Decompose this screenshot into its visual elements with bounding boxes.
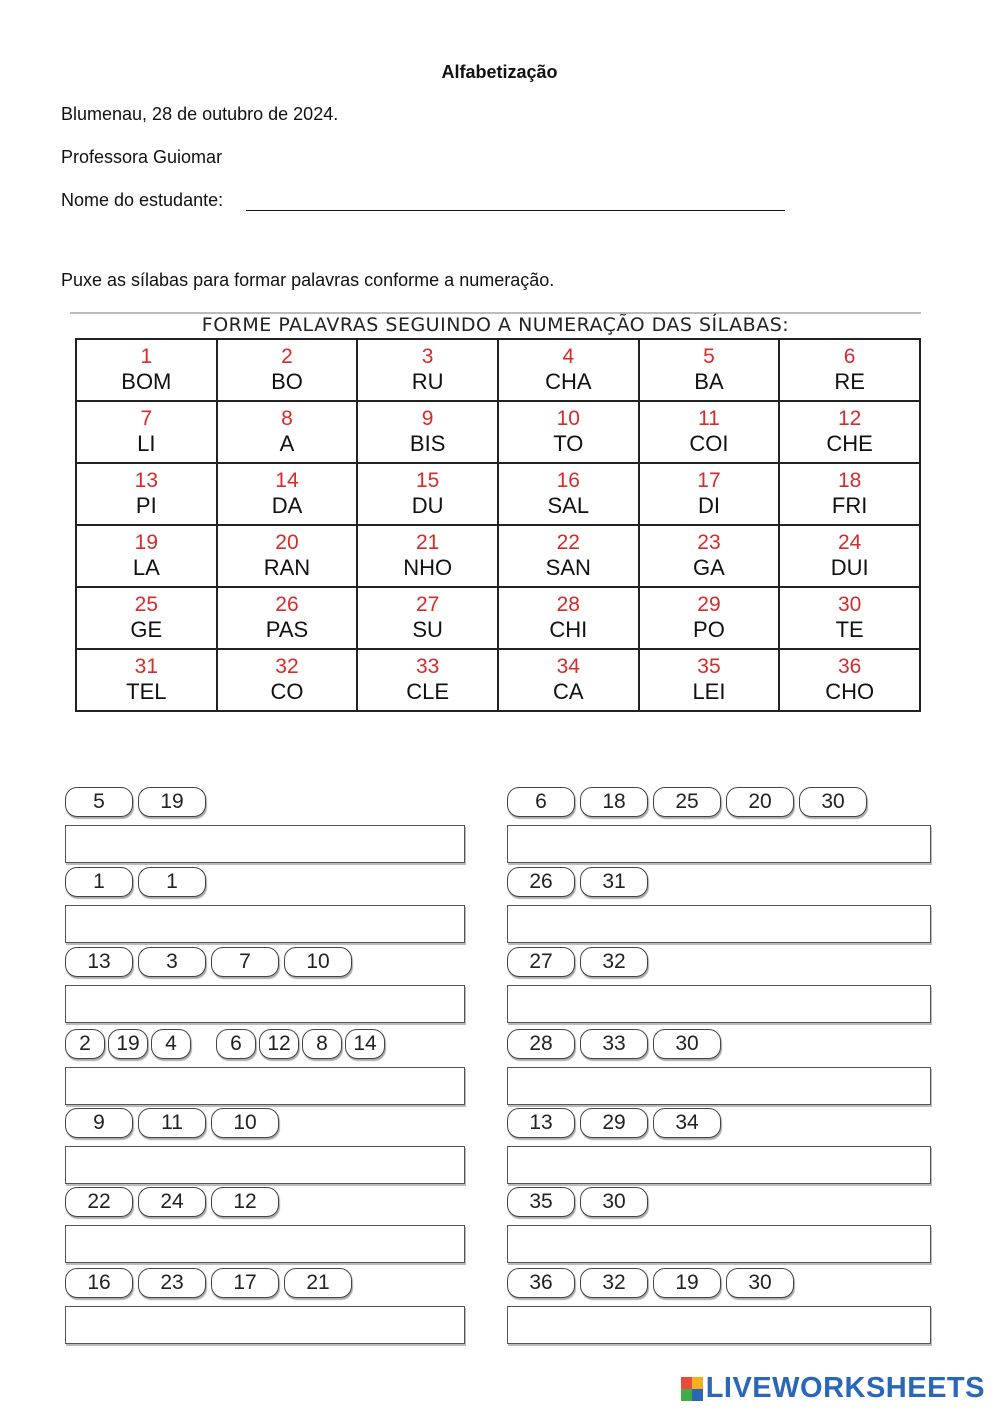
syllable-cell: [76, 525, 217, 587]
syllable-grid-row: [76, 525, 920, 587]
syllable-cell: [639, 649, 780, 711]
syllable-cell: [357, 525, 498, 587]
syllable-number-chip: 25: [653, 787, 721, 817]
syllable-number: 2: [281, 345, 293, 368]
syllable-text[interactable]: COI: [689, 431, 729, 456]
word-task: [65, 1029, 465, 1109]
answer-drop-box[interactable]: [507, 905, 931, 943]
syllable-cell: [639, 525, 780, 587]
syllable-number-chip: 13: [507, 1108, 575, 1138]
syllable-text[interactable]: GA: [693, 555, 725, 580]
syllable-cell: [779, 339, 920, 401]
syllable-grid-row: [76, 339, 920, 401]
syllable-number-chip: 30: [580, 1187, 648, 1217]
answer-drop-box[interactable]: [65, 825, 465, 863]
syllable-number-chip: 19: [108, 1029, 148, 1059]
answer-drop-box[interactable]: [65, 1146, 465, 1184]
syllable-text[interactable]: LA: [132, 555, 160, 580]
syllable-text[interactable]: RU: [411, 369, 444, 394]
syllable-number-chip: 10: [284, 947, 352, 977]
syllable-text[interactable]: CO: [270, 679, 304, 704]
syllable-number-sequence: [65, 1268, 357, 1302]
syllable-number-chip: 17: [211, 1268, 279, 1298]
syllable-number: 33: [415, 655, 440, 678]
teacher-line: Professora Guiomar: [61, 147, 223, 167]
syllable-cell: [217, 649, 358, 711]
syllable-cell: [217, 525, 358, 587]
syllable-number: 24: [837, 531, 862, 554]
syllable-number-chip: 30: [726, 1268, 794, 1298]
syllable-grid-heading: FORME PALAVRAS SEGUINDO A NUMERAÇÃO DAS SÍLABAS:: [201, 314, 790, 336]
syllable-text[interactable]: SU: [412, 617, 443, 642]
syllable-cell: [76, 339, 217, 401]
answer-drop-box[interactable]: [65, 985, 465, 1023]
syllable-number: 8: [281, 407, 293, 430]
syllable-text[interactable]: CLE: [406, 679, 450, 704]
syllable-text[interactable]: BOM: [121, 369, 172, 394]
syllable-cell: [76, 463, 217, 525]
syllable-cell: [498, 401, 639, 463]
syllable-number-chip: 5: [65, 787, 133, 817]
syllable-number: 15: [415, 469, 440, 492]
syllable-number-chip: 36: [507, 1268, 575, 1298]
liveworksheets-logo-text: LIVEWORKSHEETS: [705, 1372, 985, 1404]
syllable-text[interactable]: CHI: [549, 617, 588, 642]
syllable-number: 13: [134, 469, 158, 492]
syllable-text[interactable]: SAN: [545, 555, 591, 580]
syllable-number-chip: 24: [138, 1187, 206, 1217]
syllable-number-chip: 32: [580, 947, 648, 977]
word-task: [65, 1108, 465, 1188]
syllable-number: 32: [275, 655, 299, 678]
syllable-text[interactable]: BO: [271, 369, 303, 394]
syllable-number-sequence: [65, 787, 211, 821]
syllable-grid-row: [76, 587, 920, 649]
logo-square: [681, 1377, 692, 1389]
liveworksheets-logo: [681, 1372, 985, 1405]
syllable-number: 30: [837, 593, 862, 616]
syllable-number: 25: [134, 593, 158, 616]
syllable-text[interactable]: CA: [553, 679, 584, 704]
syllable-number: 11: [698, 407, 720, 430]
syllable-cell: [779, 587, 920, 649]
word-task: [507, 1108, 931, 1188]
syllable-number-chip: 4: [151, 1029, 191, 1059]
syllable-cell: [357, 339, 498, 401]
syllable-number-chip: 11: [138, 1108, 206, 1138]
syllable-text[interactable]: CHE: [826, 431, 873, 456]
syllable-number-chip: 13: [65, 947, 133, 977]
syllable-number: 27: [415, 593, 440, 616]
syllable-text[interactable]: LI: [137, 431, 156, 456]
syllable-number: 6: [843, 345, 856, 368]
syllable-number: 19: [134, 531, 158, 554]
syllable-number-chip: 8: [302, 1029, 342, 1059]
word-task: [65, 1268, 465, 1348]
syllable-grid: [75, 338, 921, 712]
syllable-number-sequence: [65, 1108, 284, 1142]
word-task: [65, 787, 465, 867]
syllable-number-chip: 22: [65, 1187, 133, 1217]
syllable-text[interactable]: CHO: [825, 679, 875, 704]
word-task: [507, 1029, 931, 1109]
syllable-grid-row: [76, 401, 920, 463]
syllable-number-chip: 34: [653, 1108, 721, 1138]
syllable-text[interactable]: DI: [697, 493, 720, 518]
answer-drop-box[interactable]: [507, 985, 931, 1023]
syllable-cell: [498, 463, 639, 525]
syllable-number: 18: [837, 469, 862, 492]
syllable-number-chip: 6: [507, 787, 575, 817]
syllable-cell: [217, 401, 358, 463]
syllable-cell: [357, 463, 498, 525]
word-task: [65, 867, 465, 947]
syllable-number-sequence: [65, 947, 357, 981]
syllable-number: 21: [415, 531, 440, 554]
syllable-text[interactable]: PO: [693, 617, 725, 642]
syllable-number-chip: 35: [507, 1187, 575, 1217]
syllable-number-chip: 19: [138, 787, 206, 817]
syllable-number-chip: 23: [138, 1268, 206, 1298]
syllable-text[interactable]: LEI: [692, 679, 726, 704]
word-task: [507, 867, 931, 947]
syllable-number-chip: 2: [65, 1029, 105, 1059]
logo-square: [681, 1389, 692, 1401]
syllable-number-chip: 10: [211, 1108, 279, 1138]
syllable-text[interactable]: BA: [694, 369, 724, 394]
syllable-cell: [779, 649, 920, 711]
answer-drop-box[interactable]: [65, 1067, 465, 1105]
syllable-text[interactable]: A: [279, 431, 295, 456]
answer-drop-box[interactable]: [507, 1067, 931, 1105]
syllable-text[interactable]: GE: [130, 617, 163, 642]
syllable-number-sequence: [65, 867, 211, 901]
syllable-number-chip: 16: [65, 1268, 133, 1298]
syllable-text[interactable]: RE: [834, 369, 865, 394]
syllable-number: 35: [697, 655, 721, 678]
syllable-cell: [76, 587, 217, 649]
syllable-number: 22: [556, 531, 580, 554]
syllable-number: 14: [275, 469, 299, 492]
syllable-number: 1: [140, 345, 153, 368]
syllable-number-chip: 19: [653, 1268, 721, 1298]
syllable-cell: [639, 587, 780, 649]
syllable-number: 23: [697, 531, 721, 554]
answer-drop-box[interactable]: [507, 1146, 931, 1184]
student-name-label: Nome do estudante:: [61, 190, 224, 210]
syllable-number: 9: [421, 407, 434, 430]
syllable-text[interactable]: CHA: [545, 369, 592, 394]
syllable-text[interactable]: PI: [135, 493, 157, 518]
syllable-number-chip: 28: [507, 1029, 575, 1059]
syllable-cell: [217, 463, 358, 525]
syllable-number: 26: [275, 593, 299, 616]
syllable-number-chip: 1: [65, 867, 133, 897]
syllable-number-chip: 9: [65, 1108, 133, 1138]
syllable-cell: [639, 401, 780, 463]
syllable-cell: [217, 339, 358, 401]
syllable-text[interactable]: DUI: [830, 555, 869, 580]
syllable-cell: [779, 401, 920, 463]
syllable-number-chip: 30: [653, 1029, 721, 1059]
syllable-number-chip: 14: [345, 1029, 385, 1059]
word-task: [507, 1268, 931, 1348]
word-task: [507, 787, 931, 867]
syllable-number: 17: [697, 469, 721, 492]
syllable-number-chip: 29: [580, 1108, 648, 1138]
syllable-cell: [357, 649, 498, 711]
answer-drop-box[interactable]: [507, 1306, 931, 1344]
answer-drop-box[interactable]: [507, 1225, 931, 1263]
syllable-number-chip: 33: [580, 1029, 648, 1059]
syllable-cell: [217, 587, 358, 649]
student-name-line[interactable]: [246, 210, 785, 211]
syllable-number-chip: 31: [580, 867, 648, 897]
word-task: [65, 947, 465, 1027]
syllable-number: 10: [556, 407, 580, 430]
syllable-number-sequence: [507, 867, 653, 901]
syllable-cell: [498, 525, 639, 587]
syllable-number-sequence: [507, 1029, 726, 1063]
syllable-number: 34: [556, 655, 580, 678]
syllable-number-chip: 27: [507, 947, 575, 977]
syllable-number-sequence: [507, 1187, 653, 1221]
syllable-cell: [357, 587, 498, 649]
syllable-number-chip: 30: [799, 787, 867, 817]
syllable-cell: [498, 587, 639, 649]
liveworksheets-logo-icon: [681, 1377, 703, 1401]
logo-square: [692, 1389, 703, 1401]
syllable-cell: [779, 525, 920, 587]
syllable-cell: [498, 649, 639, 711]
syllable-text[interactable]: BIS: [409, 431, 446, 456]
syllable-number-sequence: [65, 1187, 284, 1221]
syllable-number: 28: [556, 593, 580, 616]
syllable-number-chip: 6: [216, 1029, 256, 1059]
syllable-text[interactable]: FRI: [831, 493, 868, 518]
syllable-cell: [357, 401, 498, 463]
logo-square: [692, 1377, 703, 1389]
syllable-text[interactable]: DA: [271, 493, 303, 518]
syllable-number-sequence: [65, 1029, 388, 1063]
syllable-number: 16: [556, 469, 580, 492]
syllable-grid-row: [76, 649, 920, 711]
syllable-number-chip: 18: [580, 787, 648, 817]
syllable-number: 29: [697, 593, 721, 616]
syllable-number-chip: 26: [507, 867, 575, 897]
syllable-cell: [76, 649, 217, 711]
syllable-number-sequence: [507, 1108, 726, 1142]
word-task: [507, 947, 931, 1027]
syllable-number-chip: 7: [211, 947, 279, 977]
answer-drop-box[interactable]: [65, 1306, 465, 1344]
syllable-text[interactable]: TO: [553, 431, 584, 456]
syllable-cell: [76, 401, 217, 463]
word-task: [507, 1187, 931, 1267]
syllable-text[interactable]: DU: [411, 493, 444, 518]
worksheet-title: Alfabetização: [441, 62, 558, 82]
syllable-cell: [639, 463, 780, 525]
date-line: Blumenau, 28 de outubro de 2024.: [61, 104, 339, 124]
syllable-number: 5: [703, 345, 715, 368]
syllable-number-chip: 3: [138, 947, 206, 977]
syllable-cell: [498, 339, 639, 401]
syllable-text[interactable]: TEL: [126, 679, 167, 704]
answer-drop-box[interactable]: [507, 825, 931, 863]
answer-drop-box[interactable]: [65, 905, 465, 943]
syllable-cell: [639, 339, 780, 401]
syllable-number: 3: [421, 345, 434, 368]
syllable-number-chip: 12: [211, 1187, 279, 1217]
syllable-number: 31: [134, 655, 158, 678]
syllable-number: 12: [837, 407, 862, 430]
word-task: [65, 1187, 465, 1267]
syllable-number: 7: [140, 407, 153, 430]
syllable-number: 36: [837, 655, 862, 678]
syllable-number-chip: 1: [138, 867, 206, 897]
syllable-number-chip: 12: [259, 1029, 299, 1059]
syllable-number-sequence: [507, 1268, 799, 1302]
syllable-grid-row: [76, 463, 920, 525]
syllable-text[interactable]: SAL: [547, 493, 590, 518]
syllable-number-chip: 20: [726, 787, 794, 817]
instruction-text: Puxe as sílabas para formar palavras conforme a numeração.: [61, 270, 555, 290]
syllable-number-sequence: [507, 947, 653, 981]
answer-drop-box[interactable]: [65, 1225, 465, 1263]
syllable-number-sequence: [507, 787, 872, 821]
syllable-number-chip: 32: [580, 1268, 648, 1298]
syllable-text[interactable]: PAS: [265, 617, 309, 642]
syllable-number-chip: 21: [284, 1268, 352, 1298]
syllable-number: 20: [275, 531, 299, 554]
syllable-text[interactable]: RAN: [263, 555, 311, 580]
syllable-text[interactable]: TE: [835, 617, 864, 642]
syllable-text[interactable]: NHO: [403, 555, 453, 580]
syllable-number: 4: [562, 345, 575, 368]
syllable-cell: [779, 463, 920, 525]
